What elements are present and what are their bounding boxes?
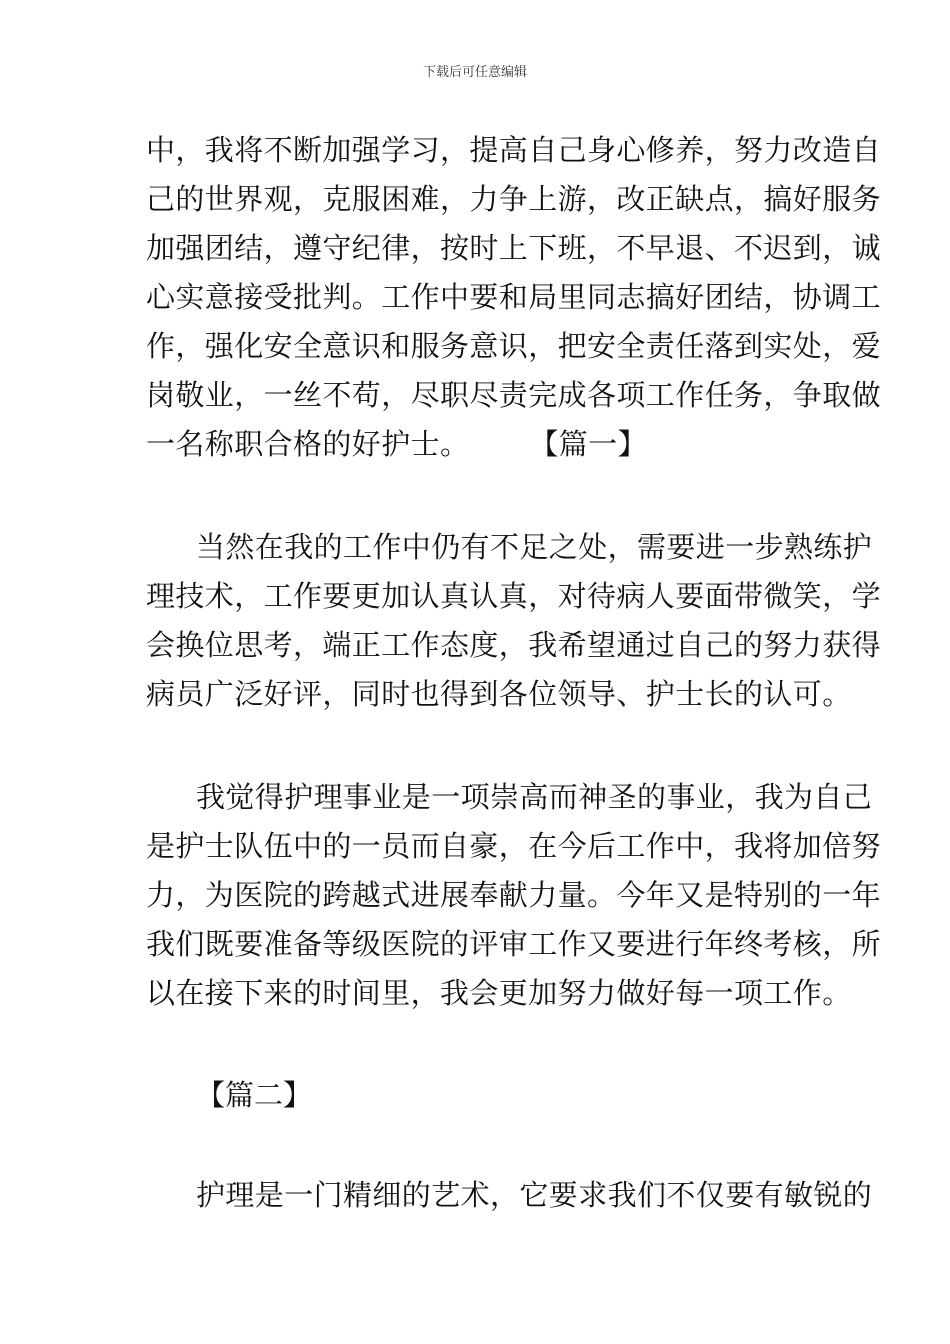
page-header: 下载后可任意编辑 [422, 65, 527, 80]
body-line: 护理是一门精细的艺术，它要求我们不仅要有敏锐的 [196, 1178, 873, 1212]
body-line: 岗敬业，一丝不苟，尽职尽责完成各项工作任务，争取做 [146, 378, 882, 412]
body-line: 会换位思考，端正工作态度，我希望通过自己的努力获得 [146, 628, 882, 662]
body-line: 我们既要准备等级医院的评审工作又要进行年终考核，所 [146, 927, 882, 961]
body-line-last [146, 420, 816, 468]
body-line: 加强团结，遵守纪律，按时上下班，不早退、不迟到，诚 [146, 231, 882, 265]
body-line: 作，强化安全意识和服务意识，把安全责任落到实处，爱 [146, 329, 882, 363]
body-line: 我觉得护理事业是一项崇高而神圣的事业，我为自己 [196, 780, 873, 814]
body-line-text: 一名称职合格的好护士。 [146, 427, 470, 461]
body-line: 己的世界观，克服困难，力争上游，改正缺点，搞好服务 [146, 182, 882, 216]
section-marker-1: 【篇一】 [529, 427, 648, 461]
body-line: 力，为医院的跨越式进展奉献力量。今年又是特别的一年 [146, 878, 882, 912]
body-line: 心实意接受批判。工作中要和局里同志搞好团结，协调工 [146, 280, 882, 314]
body-line: 理技术，工作要更加认真认真，对待病人要面带微笑，学 [146, 579, 882, 613]
body-line-last: 病员广泛好评，同时也得到各位领导、护士长的认可。 [146, 677, 852, 711]
body-line: 是护士队伍中的一员而自豪，在今后工作中，我将加倍努 [146, 829, 882, 863]
body-line: 中，我将不断加强学习，提高自己身心修养，努力改造自 [146, 133, 882, 167]
body-line: 当然在我的工作中仍有不足之处，需要进一步熟练护 [196, 530, 873, 564]
section-heading-2: 【篇二】 [196, 1078, 313, 1112]
body-line-last: 以在接下来的时间里，我会更加努力做好每一项工作。 [146, 976, 852, 1010]
